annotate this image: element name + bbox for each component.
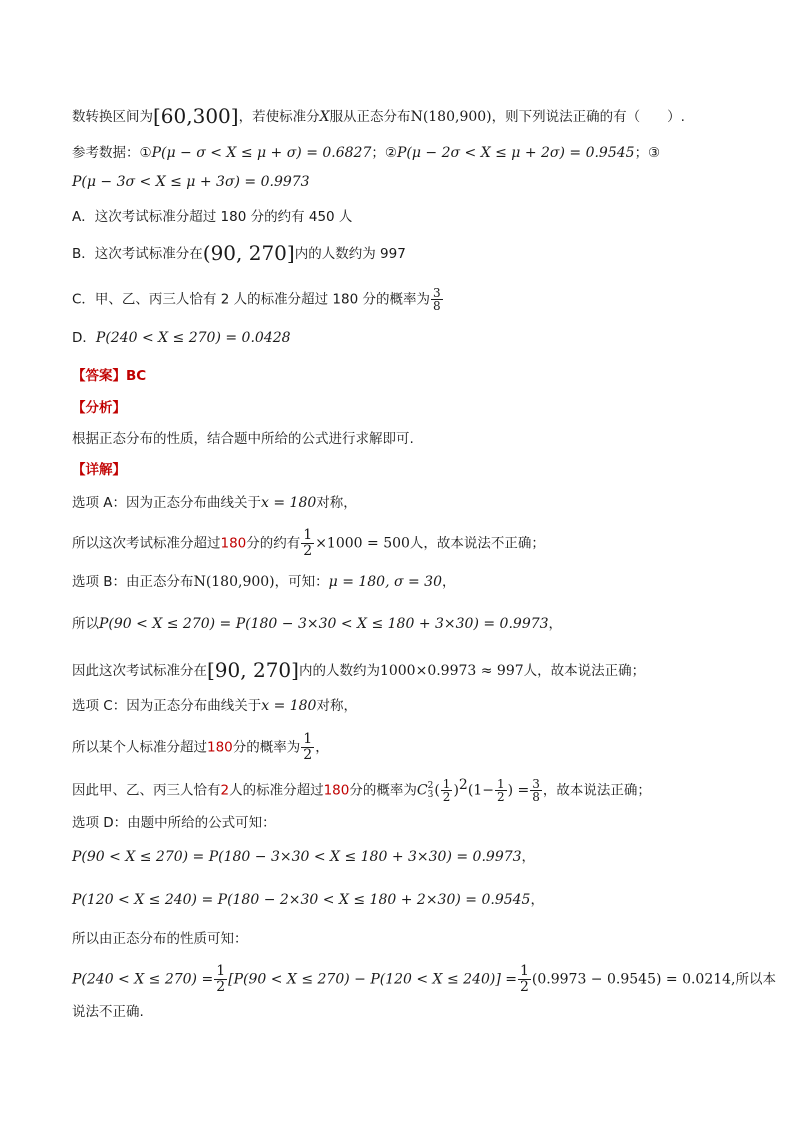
text: 所以 [72,616,99,632]
text: 所以由正态分布的性质可知： [72,931,248,947]
answer-tag: 【答案】 [72,368,126,384]
detail-line-8 [72,775,651,803]
math: [90, 270] [207,658,299,682]
math: P(90 < X ≤ 270) = P(180 − 3×30 < X ≤ 180 + 3×30) = 0.9973 [99,616,549,632]
text: 对称， [316,495,357,511]
math: P(μ − 3σ < X ≤ μ + 3σ) = 0.9973 [72,174,310,190]
math: [60,300] [153,104,239,128]
text: 人，故本说法正确； [523,663,646,679]
numerator: 3 [432,286,441,300]
text: ， [548,616,563,632]
text: 分的约有 [246,535,301,552]
analysis-tag [72,398,126,418]
math: (0.9973 − 0.9545) = 0.0214, [531,971,736,988]
math: μ = 180, σ = 30 [328,574,442,590]
text: 服从正态分布 [329,109,411,125]
detail-line-10 [72,847,535,867]
text: 说法不正确. [72,1004,144,1020]
analysis-text [72,429,414,449]
detail-line-5 [72,660,645,681]
text: 选项 B：由正态分布 [72,574,194,590]
subscript: 3 [427,789,434,800]
math: N(180,900) [410,109,492,125]
text: ，若使标准分 [238,109,320,125]
text: 人，故本说法不正确； [409,535,545,552]
fraction [214,964,227,995]
text: D． [72,330,96,346]
text: 选项 C：因为正态分布曲线关于 [72,698,262,714]
highlight: 180 [220,535,247,552]
fraction [431,287,443,312]
text: 人的标准分超过 [229,782,324,799]
text: 所以这次考试标准分超过 [72,535,221,552]
text: ， [442,574,456,590]
highlight: 180 [207,739,233,756]
question-stem-line-1 [72,106,685,127]
math: P(90 < X ≤ 270) = P(180 − 3×30 < X ≤ 180 + 3×30) = 0.9973 [72,849,522,865]
detail-tag [72,460,126,480]
text: 根据正态分布的性质，结合题中所给的公式进行求解即可. [72,431,414,447]
fraction [495,778,507,803]
fraction [301,732,314,763]
math: P(μ − 2σ < X ≤ μ + 2σ) = 0.9545 [396,145,635,161]
math: (90, 270] [202,241,295,265]
detail-line-4 [72,614,562,634]
combination-indices [428,782,434,800]
math: [P(90 < X ≤ 270) − P(120 < X ≤ 240)] = [228,971,517,988]
highlight: 2 [220,782,230,799]
reference-data-line-1 [72,143,660,163]
text: ， [521,849,536,865]
text: 选项 A：因为正态分布曲线关于 [72,495,262,511]
text: 参考数据：① [72,145,152,161]
math: P(120 < X ≤ 240) = P(180 − 2×30 < X ≤ 180 + 2×30) = 0.9545 [72,892,531,908]
denominator: 2 [442,790,451,804]
superscript: 2 [458,777,468,793]
denominator: 2 [496,790,505,804]
math: (1− [467,782,494,799]
section-tag: 【分析】 [72,400,126,416]
detail-line-1 [72,493,357,513]
text: 内的人数约为 997 [294,246,406,262]
text: C．甲、乙、丙三人恰有 2 人的标准分超过 180 分的概率为 [72,291,430,308]
text: B．这次考试标准分在 [72,246,203,262]
math: C [416,782,428,799]
option-d [72,328,291,348]
text: 分的概率为 [232,739,301,756]
numerator: 1 [496,777,505,791]
detail-line-7 [72,732,329,763]
answer-value: BC [126,368,147,384]
section-tag: 【详解】 [72,462,126,478]
detail-line-14 [72,1002,144,1022]
detail-line-2 [72,528,545,559]
numerator: 1 [303,527,313,543]
fraction [518,964,531,995]
superscript: 2 [427,780,434,791]
detail-line-13 [72,964,776,995]
math: ( [434,782,440,799]
math: P(240 < X ≤ 270) = 0.0428 [95,330,291,346]
reference-data-line-2 [72,172,310,192]
denominator: 2 [519,979,529,995]
option-a [72,207,352,227]
math: x = 180 [261,698,317,714]
text: ， [315,739,329,756]
detail-line-11 [72,890,544,910]
highlight: 180 [323,782,350,799]
text: 分的概率为 [349,782,417,799]
text: ，故本说法正确； [542,782,651,799]
numerator: 1 [519,963,529,979]
option-b [72,243,406,264]
fraction [530,778,542,803]
numerator: 1 [303,731,313,747]
fraction [301,528,314,559]
text: ，可知： [274,574,329,590]
text: 因此这次考试标准分在 [72,663,207,679]
detail-line-9 [72,813,276,833]
text: 对称， [316,698,357,714]
text: 数转换区间为 [72,109,153,125]
detail-line-6 [72,696,357,716]
text: 所以某个人标准分超过 [72,739,207,756]
math: P(240 < X ≤ 270) = [72,971,214,988]
denominator: 2 [216,979,226,995]
math: N(180,900) [193,574,275,590]
math: X [319,109,330,125]
math: P(μ − σ < X ≤ μ + σ) = 0.6827 [151,145,372,161]
numerator: 1 [216,963,226,979]
text: 因此甲、乙、丙三人恰有 [72,782,221,799]
denominator: 2 [303,543,313,559]
numerator: 1 [442,777,451,791]
fraction [441,778,453,803]
text: ， [530,892,544,908]
answer-line [72,366,146,386]
math: 1000×0.9973 ≈ 997 [379,663,524,679]
text: ；③ [634,145,661,161]
denominator: 8 [432,299,441,313]
math: ) [453,782,459,799]
math: ) = [507,782,530,799]
text: 内的人数约为 [298,663,380,679]
text: 选项 D：由题中所给的公式可知： [72,815,276,831]
denominator: 2 [303,747,313,763]
math: ×1000 = 500 [315,535,410,552]
text: A．这次考试标准分超过 180 分的约有 450 人 [72,209,353,225]
text: ；② [371,145,397,161]
denominator: 8 [532,790,540,804]
math: x = 180 [261,495,317,511]
text: ，则下列说法正确的有（ ）. [491,109,685,125]
option-c [72,287,444,312]
detail-line-12 [72,929,248,949]
numerator: 3 [532,777,540,791]
detail-line-3 [72,572,456,592]
text: 所以本 [735,971,777,988]
